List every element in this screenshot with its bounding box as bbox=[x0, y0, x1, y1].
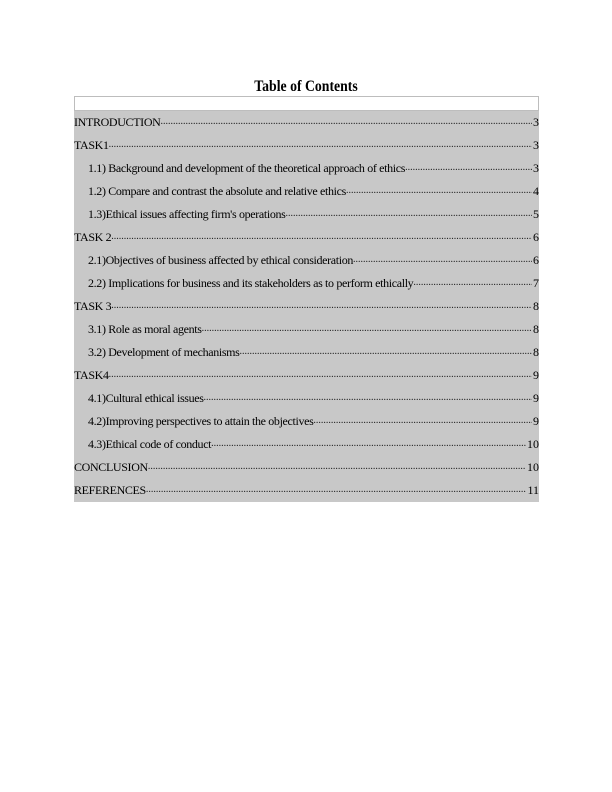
toc-entry-label: 2.1)Objectives of business affected by ethical consideration bbox=[88, 253, 354, 267]
toc-entry-label: 1.3)Ethical issues affecting firm's operations bbox=[88, 207, 286, 221]
toc-dot-leader bbox=[313, 414, 532, 428]
toc-page-number: 5 bbox=[533, 207, 539, 221]
toc-entry-label: INTRODUCTION bbox=[74, 115, 161, 129]
toc-page-number: 8 bbox=[533, 322, 539, 336]
toc-dot-leader bbox=[109, 368, 532, 382]
toc-entry-2-2[interactable] bbox=[74, 272, 539, 290]
toc-header-row bbox=[74, 96, 539, 111]
toc-dot-leader bbox=[211, 437, 526, 451]
toc-entry-label: 3.2) Development of mechanisms bbox=[88, 345, 240, 359]
toc-dot-leader bbox=[202, 322, 532, 336]
toc-entry-task2[interactable] bbox=[74, 226, 539, 244]
toc-page-number: 3 bbox=[533, 161, 539, 175]
toc-entry-task3[interactable] bbox=[74, 295, 539, 313]
toc-page-number: 10 bbox=[527, 437, 539, 451]
toc-entry-2-1[interactable] bbox=[74, 249, 539, 267]
table-of-contents bbox=[74, 96, 539, 502]
toc-entry-label: TASK4 bbox=[74, 368, 109, 382]
toc-dot-leader bbox=[148, 460, 526, 474]
toc-page-number: 11 bbox=[527, 483, 539, 497]
toc-entry-conclusion[interactable] bbox=[74, 456, 539, 474]
toc-entry-label: 4.3)Ethical code of conduct bbox=[88, 437, 212, 451]
toc-entry-4-3[interactable] bbox=[74, 433, 539, 451]
toc-entry-label: 2.2) Implications for business and its stakeholders as to perform ethically bbox=[88, 276, 414, 290]
toc-page-number: 3 bbox=[533, 138, 539, 152]
toc-entry-label: 3.1) Role as moral agents bbox=[88, 322, 202, 336]
toc-page-number: 8 bbox=[533, 345, 539, 359]
toc-entry-task4[interactable] bbox=[74, 364, 539, 382]
toc-dot-leader bbox=[346, 184, 532, 198]
toc-page-number: 10 bbox=[527, 460, 539, 474]
toc-page-number: 9 bbox=[533, 368, 539, 382]
toc-page-number: 6 bbox=[533, 230, 539, 244]
toc-entry-references[interactable] bbox=[74, 479, 539, 497]
toc-entry-4-2[interactable] bbox=[74, 410, 539, 428]
toc-entry-4-1[interactable] bbox=[74, 387, 539, 405]
toc-entry-1-2[interactable] bbox=[74, 180, 539, 198]
toc-dot-leader bbox=[160, 115, 532, 129]
toc-entry-label: 4.2)Improving perspectives to attain the objectives bbox=[88, 414, 314, 428]
toc-entry-label: TASK1 bbox=[74, 138, 109, 152]
toc-page-number: 4 bbox=[533, 184, 539, 198]
toc-entry-1-1[interactable] bbox=[74, 157, 539, 175]
toc-dot-leader bbox=[405, 161, 532, 175]
toc-entry-label: CONCLUSION bbox=[74, 460, 148, 474]
toc-dot-leader bbox=[353, 253, 532, 267]
toc-entry-3-1[interactable] bbox=[74, 318, 539, 336]
toc-entry-label: 4.1)Cultural ethical issues bbox=[88, 391, 204, 405]
toc-dot-leader bbox=[285, 207, 532, 221]
toc-dot-leader bbox=[413, 276, 532, 290]
toc-entry-task1[interactable] bbox=[74, 134, 539, 152]
toc-page-number: 8 bbox=[533, 299, 539, 313]
toc-page-number: 7 bbox=[533, 276, 539, 290]
toc-dot-leader bbox=[111, 230, 532, 244]
toc-entry-label: TASK 2 bbox=[74, 230, 112, 244]
toc-entry-3-2[interactable] bbox=[74, 341, 539, 359]
toc-entry-1-3[interactable] bbox=[74, 203, 539, 221]
toc-entry-label: TASK 3 bbox=[74, 299, 112, 313]
toc-page-number: 9 bbox=[533, 414, 539, 428]
page-title: Table of Contents bbox=[254, 78, 358, 95]
toc-page-number: 3 bbox=[533, 115, 539, 129]
toc-page-number: 6 bbox=[533, 253, 539, 267]
toc-entry-label: 1.1) Background and development of the theoretical approach of ethics bbox=[88, 161, 406, 175]
toc-dot-leader bbox=[146, 483, 527, 497]
toc-dot-leader bbox=[239, 345, 532, 359]
toc-entry-label: REFERENCES bbox=[74, 483, 146, 497]
toc-dot-leader bbox=[204, 391, 532, 405]
toc-entry-introduction[interactable] bbox=[74, 111, 539, 129]
toc-dot-leader bbox=[109, 138, 532, 152]
toc-entry-label: 1.2) Compare and contrast the absolute and relative ethics bbox=[88, 184, 346, 198]
toc-dot-leader bbox=[111, 299, 532, 313]
toc-page-number: 9 bbox=[533, 391, 539, 405]
